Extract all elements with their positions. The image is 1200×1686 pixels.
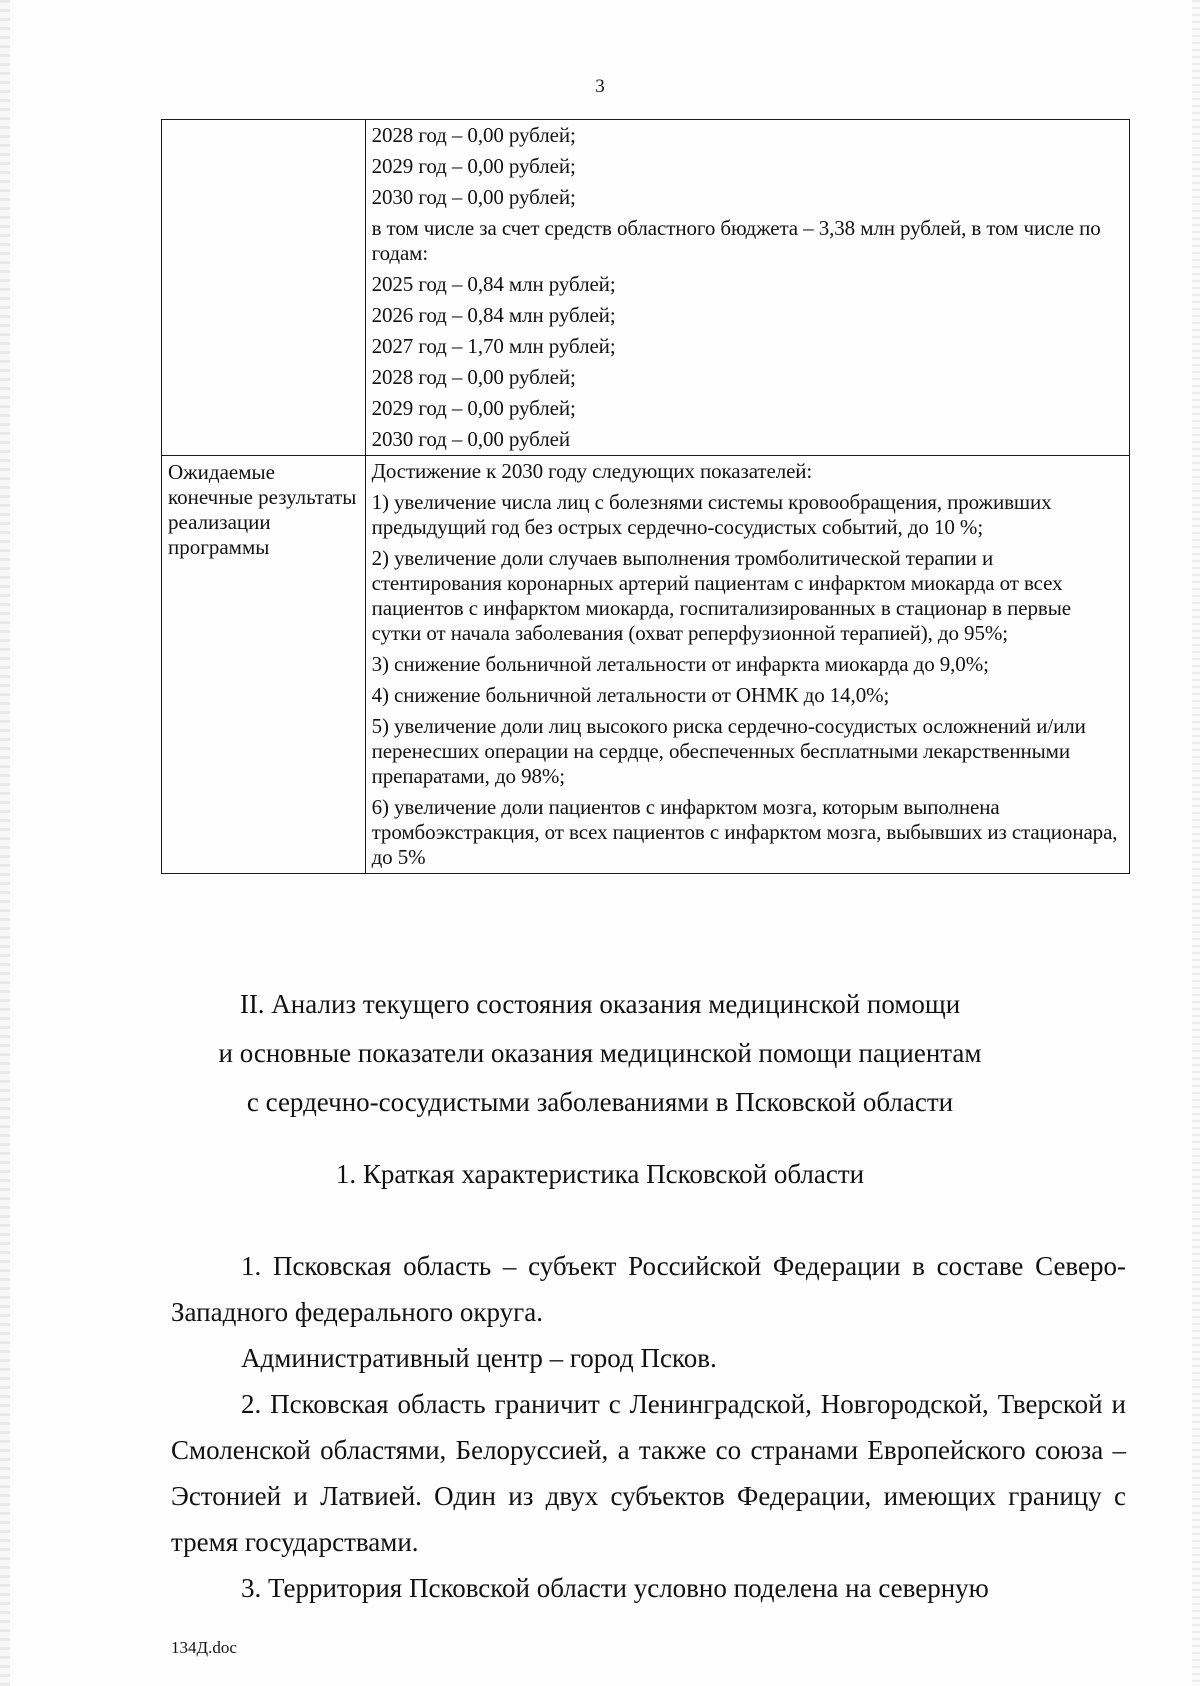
paragraph: 3. Территория Псковской области условно поделена на северную <box>241 1573 989 1603</box>
funding-line: 2030 год – 0,00 рублей <box>371 427 570 451</box>
funding-line: 2028 год – 0,00 рублей; <box>371 365 576 389</box>
funding-line: 2028 год – 0,00 рублей; <box>371 123 576 147</box>
paragraph: Административный центр – город Псков. <box>241 1343 717 1373</box>
funding-line: 2029 год – 0,00 рублей; <box>371 154 576 178</box>
table-row-results <box>162 456 1130 874</box>
sub-heading: 1. Краткая характеристика Псковской области <box>335 1159 865 1189</box>
passport-table <box>161 119 1130 874</box>
scan-edge-right <box>1192 0 1200 1686</box>
results-line: 2) увеличение доли случаев выполнения тромболитической терапии и стентирования коронарных артерий пациентам с инфарктом миокарда от всех пациентов с инфарктом миокарда, госпитализированных в стационар в первые сутки от начала заболевания (охват реперфузионной терапией), до 95%; <box>371 546 1071 645</box>
scan-edge-left <box>0 0 10 1686</box>
funding-value-cell <box>365 120 1129 456</box>
paragraph: 1. Псковская область – субъект Российской Федерации в составе Северо-Западного федерального округа. <box>171 1251 1126 1327</box>
footer-filename: 134Д.doc <box>171 1638 237 1657</box>
funding-line: 2026 год – 0,84 млн рублей; <box>371 303 616 327</box>
funding-line: 2029 год – 0,00 рублей; <box>371 396 576 420</box>
results-line: 1) увеличение числа лиц с болезнями системы кровообращения, проживших предыдущий год без острых сердечно-сосудистых событий, до 10 %; <box>371 490 1052 539</box>
results-line: 6) увеличение доли пациентов с инфарктом мозга, которым выполнена тромбоэкстракция, от всех пациентов с инфарктом мозга, выбывших из стационара, до 5% <box>371 795 1118 869</box>
page-number: 3 <box>595 76 605 97</box>
funding-line: в том числе за счет средств областного бюджета – 3,38 млн рублей, в том числе по годам: <box>371 216 1101 265</box>
funding-line: 2030 год – 0,00 рублей; <box>371 185 576 209</box>
section-heading <box>0 980 1200 1127</box>
section-heading-line: и основные показатели оказания медицинской помощи пациентам <box>218 1038 982 1068</box>
body-text <box>171 1243 1126 1611</box>
results-label: Ожидаемые конечные результаты реализации программы <box>168 460 357 559</box>
section-heading-line: с сердечно-сосудистыми заболеваниями в Псковской области <box>246 1087 954 1117</box>
results-line: 3) снижение больничной летальности от инфаркта миокарда до 9,0%; <box>371 652 989 676</box>
results-line: 5) увеличение доли лиц высокого риска сердечно-сосудистых осложнений и/или перенесших операции на сердце, обеспеченных бесплатными лекарственными препаратами, до 98%; <box>371 714 1086 788</box>
funding-label-cell <box>162 120 366 456</box>
funding-line: 2025 год – 0,84 млн рублей; <box>371 272 616 296</box>
table-row-funding <box>162 120 1130 456</box>
results-label-cell <box>162 456 366 874</box>
results-line: 4) снижение больничной летальности от ОНМК до 14,0%; <box>371 683 890 707</box>
funding-line: 2027 год – 1,70 млн рублей; <box>371 334 616 358</box>
results-line: Достижение к 2030 году следующих показателей: <box>371 459 813 483</box>
section-heading-line: II. Анализ текущего состояния оказания медицинской помощи <box>239 989 961 1019</box>
paragraph: 2. Псковская область граничит с Ленинградской, Новгородской, Тверской и Смоленской областями, Белоруссией, а также со странами Европейского союза – Эстонией и Латвией. Один из двух субъектов Федерации, имеющих границу с тремя государствами. <box>171 1389 1126 1557</box>
results-value-cell <box>365 456 1129 874</box>
